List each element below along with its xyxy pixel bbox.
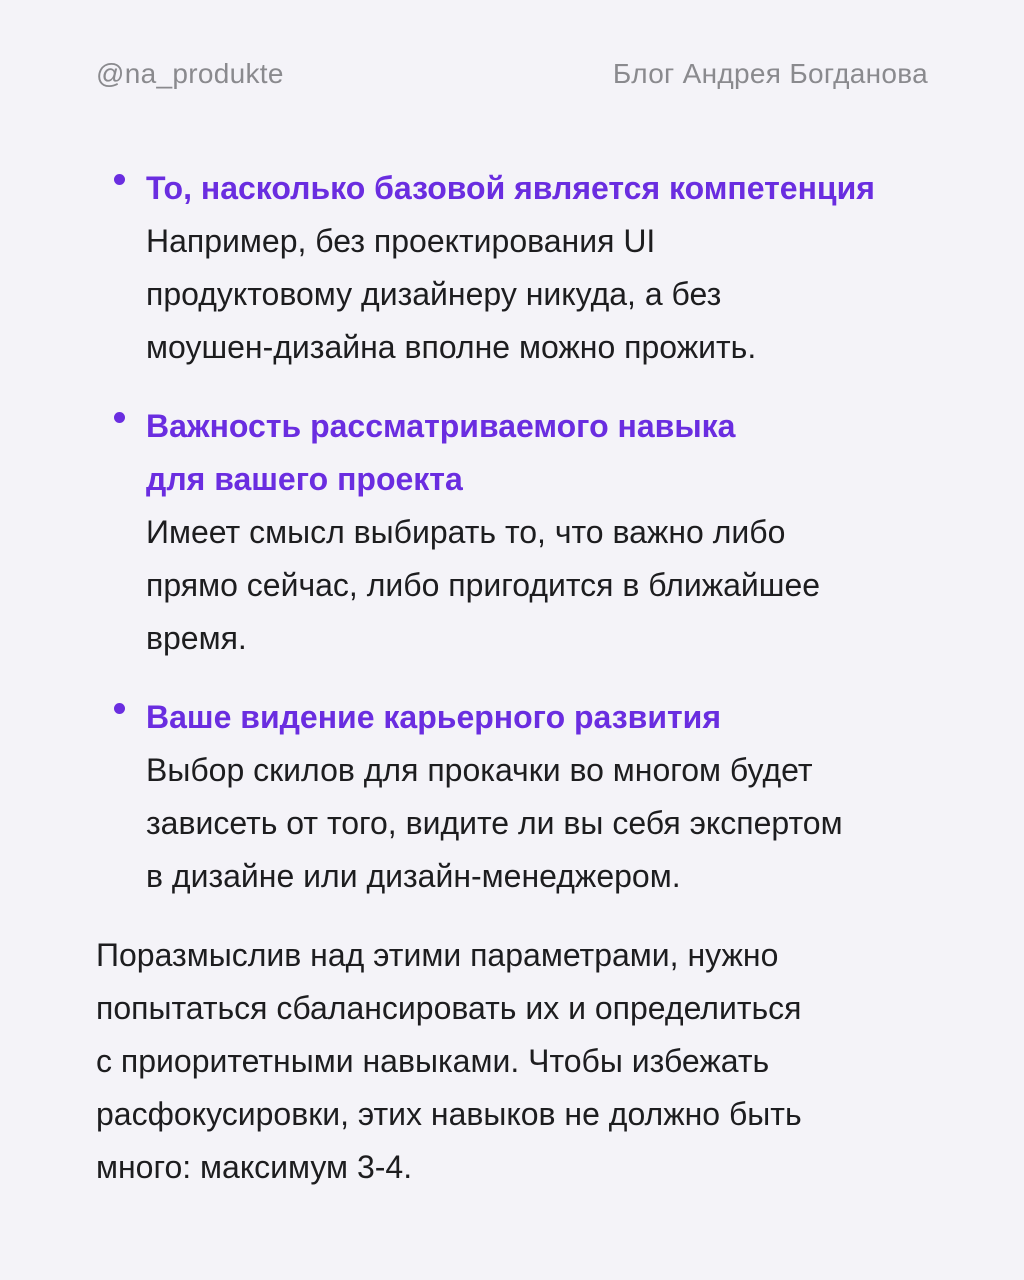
author-handle: @na_produkte bbox=[96, 58, 284, 89]
bullet-text: Выбор скилов для прокачки во многом будет зависеть от того, видите ли вы себя экспертом в дизайне или дизайн-менеджером. bbox=[146, 752, 843, 894]
bullet-dot-icon bbox=[114, 412, 125, 423]
header bbox=[96, 52, 928, 96]
list-item bbox=[146, 691, 946, 903]
list-item bbox=[146, 400, 946, 665]
bullet-title: Важность рассматриваемого навыка для вашего проекта bbox=[146, 408, 736, 497]
conclusion-paragraph: Поразмыслив над этими параметрами, нужно попытаться сбалансировать их и определиться с приоритетными навыками. Чтобы избежать расфокусировки, этих навыков не должно быть много: максимум 3-4. bbox=[96, 937, 802, 1185]
bullet-text: Имеет смысл выбирать то, что важно либо прямо сейчас, либо пригодится в ближайшее время. bbox=[146, 514, 821, 656]
bullet-dot-icon bbox=[114, 174, 125, 185]
bullet-title: То, насколько базовой является компетенция bbox=[146, 170, 875, 206]
bullet-dot-icon bbox=[114, 703, 125, 714]
blog-name: Блог Андрея Богданова bbox=[612, 58, 928, 89]
bullet-list bbox=[96, 162, 946, 903]
list-item bbox=[146, 162, 946, 374]
main-content bbox=[96, 162, 946, 1194]
bullet-title: Ваше видение карьерного развития bbox=[146, 699, 721, 735]
bullet-text: Например, без проектирования UI продуктовому дизайнеру никуда, а без моушен-дизайна вполне можно прожить. bbox=[146, 223, 757, 365]
